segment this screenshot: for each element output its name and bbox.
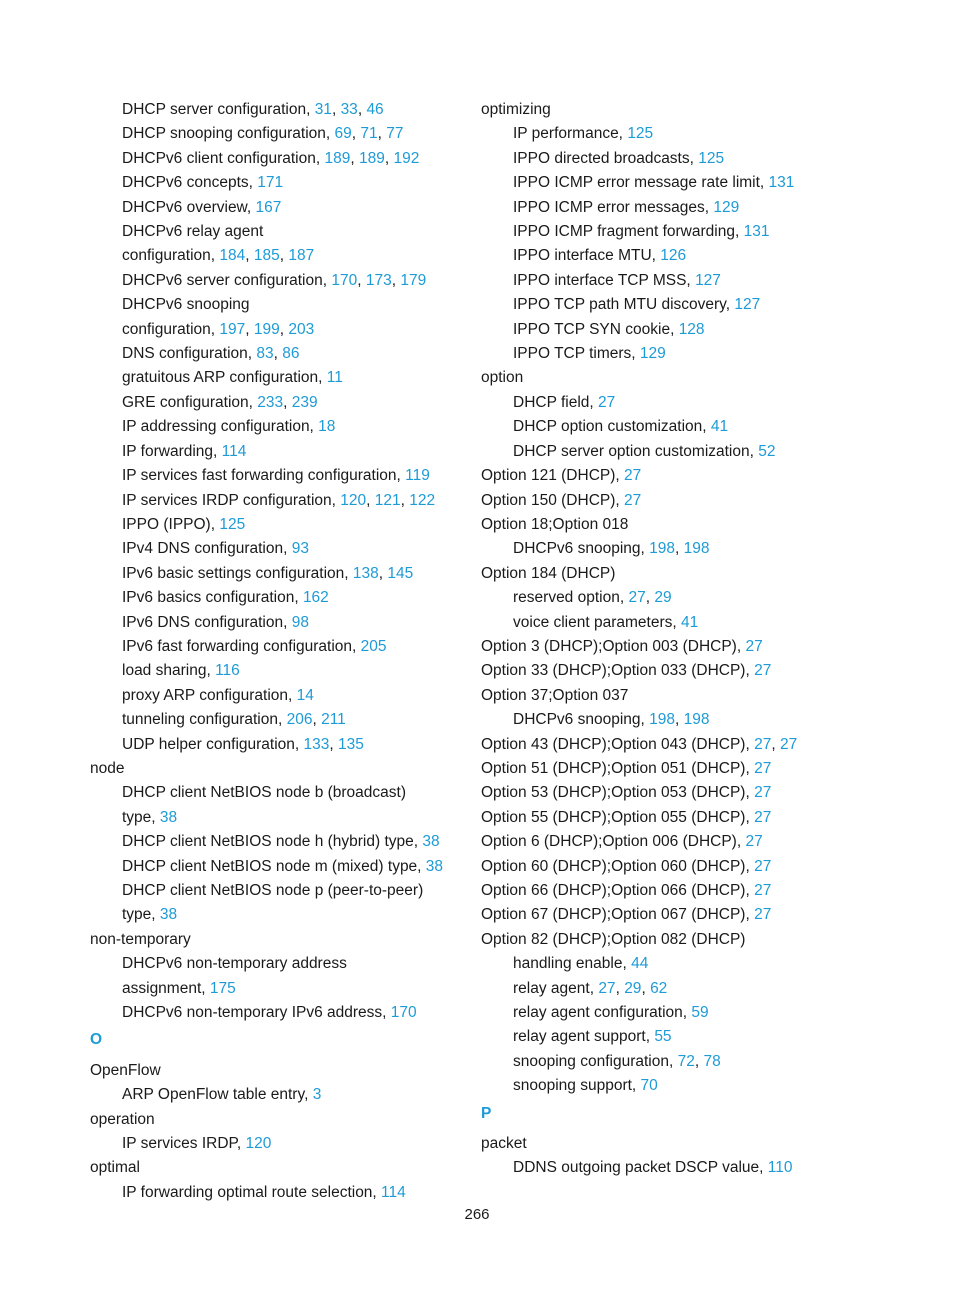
page-link[interactable]: 233 — [257, 393, 284, 411]
index-entry — [481, 781, 921, 805]
page-link[interactable]: 44 — [631, 955, 649, 973]
index-subentry — [481, 147, 921, 171]
entry-text: IPPO interface MTU, — [513, 247, 661, 265]
page-link[interactable]: 173 — [365, 271, 392, 289]
entry-text: tunneling configuration, — [122, 711, 287, 729]
entry-text: relay agent support, — [513, 1028, 655, 1046]
index-subentry — [481, 269, 921, 293]
page-link[interactable]: 78 — [703, 1052, 721, 1070]
page-link[interactable]: 198 — [649, 540, 675, 558]
entry-text: Option 184 (DHCP) — [481, 564, 616, 582]
index-subentry: GRE configuration, 233, 239 — [122, 393, 318, 411]
index-entry — [481, 684, 921, 708]
page-link[interactable]: 77 — [386, 125, 404, 143]
entry-text: IPPO ICMP fragment forwarding, — [513, 223, 744, 241]
page-link[interactable]: 189 — [358, 149, 385, 167]
page-link[interactable]: 199 — [253, 320, 280, 338]
entry-text: load sharing, — [122, 662, 216, 680]
page-link[interactable]: 129 — [639, 345, 666, 363]
page-link[interactable]: 33 — [340, 101, 358, 118]
index-entry — [481, 489, 921, 513]
page-link[interactable]: 211 — [321, 711, 346, 729]
entry-text: reserved option, — [513, 589, 629, 607]
page-link[interactable]: 11 — [326, 369, 343, 387]
page-link[interactable]: 27 — [745, 637, 763, 655]
entry-text: IP services IRDP configuration, — [122, 491, 341, 509]
page-link[interactable]: 70 — [640, 1077, 658, 1095]
entry-text: DHCP server configuration, — [122, 101, 315, 118]
entry-text: DHCPv6 snooping, — [513, 540, 650, 558]
index-subentry — [481, 122, 921, 146]
index-subentry: DHCPv6 client configuration, 189, 189, 192 — [122, 149, 420, 167]
page-link[interactable]: 27 — [754, 759, 772, 777]
index-subentry — [481, 171, 921, 195]
index-column-right — [481, 98, 921, 1181]
entry-text: Option 82 (DHCP);Option 082 (DHCP) — [481, 930, 746, 948]
page-link[interactable]: 29 — [624, 979, 642, 997]
page-link[interactable]: 55 — [654, 1028, 672, 1046]
entry-text: configuration, — [122, 320, 220, 338]
page-link[interactable]: 197 — [219, 320, 246, 338]
page-link[interactable]: 27 — [628, 589, 646, 607]
entry-text: OpenFlow — [90, 1061, 161, 1079]
page-link[interactable]: 135 — [338, 735, 364, 753]
entry-text: handling enable, — [513, 955, 632, 973]
page-link[interactable]: 162 — [302, 589, 329, 607]
index-subentry — [90, 440, 460, 464]
page-link[interactable]: 3 — [312, 1086, 322, 1104]
page-link[interactable]: 116 — [215, 662, 240, 680]
entry-text: relay agent, — [513, 979, 599, 997]
index-entry — [90, 1108, 460, 1132]
page-link[interactable]: 27 — [754, 735, 772, 753]
index-entry — [481, 513, 921, 537]
entry-text: DHCP server option customization, — [513, 442, 759, 460]
page-link[interactable]: 125 — [698, 149, 725, 167]
index-subentry — [90, 952, 460, 976]
entry-text: assignment, — [122, 979, 210, 997]
index-entry — [481, 757, 921, 781]
entry-text: IPPO directed broadcasts, — [513, 149, 699, 167]
index-subentry: DHCP server configuration, 31, 33, 46 — [122, 101, 384, 118]
index-subentry — [90, 684, 460, 708]
entry-text: option — [481, 369, 524, 387]
entry-text: Option 60 (DHCP);Option 060 (DHCP), — [481, 857, 755, 875]
entry-text: DHCP option customization, — [513, 418, 711, 436]
entry-text: DHCPv6 concepts, — [122, 174, 258, 192]
entry-text: DHCPv6 non-temporary address — [122, 955, 347, 973]
entry-text: IPPO TCP SYN cookie, — [513, 320, 679, 338]
index-subentry: tunneling configuration, 206, 211 — [122, 711, 346, 729]
index-entry — [481, 855, 921, 879]
index-subentry: configuration, 197, 199, 203 — [122, 320, 315, 338]
index-entry — [481, 464, 921, 488]
index-subentry: UDP helper configuration, 133, 135 — [122, 735, 364, 753]
index-subentry — [481, 952, 921, 976]
entry-text: DHCPv6 relay agent — [122, 223, 264, 241]
index-subentry — [90, 513, 460, 537]
page-link[interactable]: 52 — [758, 442, 776, 460]
index-subentry — [90, 1083, 460, 1107]
page-link[interactable]: 83 — [256, 345, 274, 363]
page-link[interactable]: 185 — [253, 247, 280, 265]
entry-text: IPv6 fast forwarding configuration, — [122, 637, 361, 655]
index-subentry — [90, 781, 460, 805]
page-link[interactable]: 18 — [318, 418, 336, 436]
index-subentry: DHCPv6 server configuration, 170, 173, 179 — [122, 271, 427, 289]
page-link[interactable]: 127 — [734, 296, 761, 314]
index-subentry — [481, 318, 921, 342]
index-subentry: IP services IRDP configuration, 120, 121, 122 — [122, 491, 436, 509]
page-link[interactable]: 131 — [768, 174, 795, 192]
index-subentry: reserved option, 27, 29 — [513, 589, 672, 607]
page-link[interactable]: 170 — [331, 271, 358, 289]
entry-text: UDP helper configuration, — [122, 735, 304, 753]
page-link[interactable]: 203 — [288, 320, 315, 338]
entry-text: snooping configuration, — [513, 1052, 678, 1070]
entry-text: type, — [122, 808, 160, 826]
index-entry — [90, 1059, 460, 1083]
index-subentry: DHCP snooping configuration, 69, 71, 77 — [122, 125, 404, 143]
entry-text: IP forwarding, — [122, 442, 222, 460]
entry-text: Option 150 (DHCP), — [481, 491, 624, 509]
index-subentry — [481, 293, 921, 317]
index-entry — [481, 928, 921, 952]
page-link[interactable]: 120 — [340, 491, 367, 509]
index-subentry — [90, 611, 460, 635]
index-subentry: relay agent, 27, 29, 62 — [513, 979, 668, 997]
entry-text: IPPO ICMP error message rate limit, — [513, 174, 769, 192]
entry-text: optimizing — [481, 101, 551, 118]
page-link[interactable]: 38 — [159, 906, 178, 924]
page-link[interactable]: 69 — [334, 125, 352, 143]
section-letter: O — [90, 1031, 103, 1049]
index-entry — [481, 635, 921, 659]
entry-text: Option 18;Option 018 — [481, 515, 629, 533]
entry-text: Option 55 (DHCP);Option 055 (DHCP), — [481, 808, 755, 826]
page-link[interactable]: 184 — [219, 247, 246, 265]
page-link[interactable]: 110 — [767, 1159, 793, 1177]
page-link[interactable]: 127 — [695, 271, 721, 289]
index-subentry — [90, 366, 460, 390]
entry-text: DHCPv6 server configuration, — [122, 271, 332, 289]
entry-text: IPv4 DNS configuration, — [122, 540, 292, 558]
page-link[interactable]: 27 — [779, 735, 798, 753]
page-number: 266 — [464, 1206, 490, 1223]
page-link[interactable]: 86 — [282, 345, 300, 363]
entry-text: IPv6 basics configuration, — [122, 589, 303, 607]
page-link[interactable]: 14 — [296, 686, 314, 704]
page-link[interactable]: 125 — [627, 125, 654, 143]
index-subentry — [481, 1001, 921, 1025]
index-subentry — [90, 635, 460, 659]
page-link[interactable]: 122 — [409, 491, 436, 509]
entry-text: Option 3 (DHCP);Option 003 (DHCP), — [481, 637, 746, 655]
index-subentry: DNS configuration, 83, 86 — [122, 345, 300, 363]
entry-text: IPPO (IPPO), — [122, 515, 220, 533]
entry-text: DHCP snooping configuration, — [122, 125, 335, 143]
page-link[interactable]: 27 — [745, 833, 763, 851]
page-link[interactable]: 171 — [257, 174, 284, 192]
index-subentry: configuration, 184, 185, 187 — [122, 247, 315, 265]
index-subentry — [90, 659, 460, 683]
index-entry: Option 43 (DHCP);Option 043 (DHCP), 27, 27 — [481, 735, 798, 753]
page-link[interactable]: 170 — [390, 1004, 417, 1022]
index-subentry — [90, 464, 460, 488]
index-subentry — [90, 1001, 460, 1025]
page-link[interactable]: 120 — [245, 1135, 272, 1153]
page-link[interactable]: 38 — [425, 857, 444, 875]
page-link[interactable]: 27 — [598, 979, 616, 997]
page-link[interactable]: 167 — [255, 198, 282, 216]
entry-text: GRE configuration, — [122, 393, 258, 411]
index-subentry — [481, 1156, 921, 1180]
page-link[interactable]: 93 — [291, 540, 309, 558]
entry-text: Option 67 (DHCP);Option 067 (DHCP), — [481, 906, 755, 924]
index-subentry — [90, 1132, 460, 1156]
page-link[interactable]: 46 — [366, 101, 384, 118]
entry-text: DDNS outgoing packet DSCP value, — [513, 1159, 768, 1177]
entry-text: packet — [481, 1135, 527, 1153]
entry-text: Option 43 (DHCP);Option 043 (DHCP), — [481, 735, 755, 753]
page-link[interactable]: 98 — [291, 613, 309, 631]
page-link[interactable]: 38 — [159, 808, 178, 826]
index-subentry — [481, 244, 921, 268]
index-subentry — [90, 903, 460, 927]
index-subentry — [90, 806, 460, 830]
page-link[interactable]: 145 — [387, 564, 414, 582]
index-subentry — [90, 977, 460, 1001]
index-subentry — [90, 830, 460, 854]
page-link[interactable]: 71 — [360, 125, 378, 143]
entry-text: DHCPv6 snooping, — [513, 711, 650, 729]
page-link[interactable]: 27 — [598, 393, 616, 411]
index-entry — [481, 903, 921, 927]
page-link[interactable]: 27 — [754, 882, 772, 899]
entry-text: node — [90, 759, 125, 777]
entry-text: operation — [90, 1110, 155, 1128]
index-column-left — [90, 98, 460, 1205]
page-link[interactable]: 31 — [314, 101, 332, 118]
index-subentry: snooping configuration, 72, 78 — [513, 1052, 721, 1070]
index-subentry — [481, 342, 921, 366]
index-subentry — [90, 879, 460, 903]
page-link[interactable]: 239 — [291, 393, 318, 411]
index-entry — [481, 830, 921, 854]
page-link[interactable]: 27 — [754, 662, 772, 680]
index-entry — [481, 879, 921, 903]
entry-text: ARP OpenFlow table entry, — [122, 1086, 313, 1104]
entry-text: IP forwarding optimal route selection, — [122, 1183, 382, 1201]
entry-text: DNS configuration, — [122, 345, 257, 363]
index-subentry — [90, 196, 460, 220]
entry-text: IPPO ICMP error messages, — [513, 198, 714, 216]
page-link[interactable]: 126 — [660, 247, 687, 265]
page-link[interactable]: 62 — [650, 979, 668, 997]
page-link[interactable]: 72 — [677, 1052, 695, 1070]
page-link[interactable]: 179 — [400, 271, 427, 289]
index-subentry: DHCPv6 snooping, 198, 198 — [513, 540, 710, 558]
page-link[interactable]: 192 — [393, 149, 420, 167]
page-link[interactable]: 189 — [324, 149, 351, 167]
index-subentry: DHCPv6 snooping, 198, 198 — [513, 711, 710, 729]
page-link[interactable]: 125 — [219, 515, 246, 533]
entry-text: Option 53 (DHCP);Option 053 (DHCP), — [481, 784, 755, 802]
entry-text: configuration, — [122, 247, 220, 265]
entry-text: IPPO TCP timers, — [513, 345, 640, 363]
index-entry — [481, 366, 921, 390]
index-subentry — [481, 415, 921, 439]
page-link[interactable]: 41 — [681, 613, 699, 631]
index-subentry: IPv6 basic settings configuration, 138, 145 — [122, 564, 414, 582]
page-link[interactable]: 27 — [754, 906, 772, 924]
entry-text: relay agent configuration, — [513, 1004, 692, 1022]
entry-text: non-temporary — [90, 930, 191, 948]
entry-text: type, — [122, 906, 160, 924]
entry-text: Option 6 (DHCP);Option 006 (DHCP), — [481, 833, 746, 851]
entry-text: IP services IRDP, — [122, 1135, 246, 1153]
index-subentry — [481, 196, 921, 220]
entry-text: DHCPv6 overview, — [122, 198, 256, 216]
entry-text: IP services fast forwarding configuration, — [122, 467, 406, 485]
page-link[interactable]: 129 — [713, 198, 740, 216]
index-subentry — [90, 415, 460, 439]
page-link[interactable]: 41 — [710, 418, 729, 436]
entry-text: DHCP field, — [513, 393, 598, 411]
page-link[interactable]: 59 — [691, 1004, 709, 1022]
page-link[interactable]: 133 — [303, 735, 330, 753]
entry-text: DHCP client NetBIOS node b (broadcast) — [122, 784, 407, 802]
index-subentry — [481, 391, 921, 415]
index-entry — [481, 562, 921, 586]
entry-text: Option 66 (DHCP);Option 066 (DHCP), — [481, 882, 755, 899]
entry-text: snooping support, — [513, 1077, 641, 1095]
page-link[interactable]: 128 — [678, 320, 705, 338]
entry-text: Option 121 (DHCP), — [481, 467, 624, 485]
page-link[interactable]: 198 — [683, 711, 710, 729]
index-subentry — [90, 171, 460, 195]
entry-text: DHCP client NetBIOS node h (hybrid) type, — [122, 833, 423, 851]
page-link[interactable]: 114 — [221, 442, 247, 460]
page-link[interactable]: 119 — [405, 467, 430, 485]
entry-text: gratuitous ARP configuration, — [122, 369, 327, 387]
page-link[interactable]: 198 — [683, 540, 710, 558]
index-subentry — [90, 293, 460, 317]
index-subentry — [90, 586, 460, 610]
page-link[interactable]: 27 — [624, 491, 642, 509]
index-subentry — [90, 537, 460, 561]
index-entry — [481, 659, 921, 683]
entry-text: Option 51 (DHCP);Option 051 (DHCP), — [481, 759, 755, 777]
page-link[interactable]: 38 — [422, 833, 440, 851]
page-link[interactable]: 138 — [352, 564, 379, 582]
page-link[interactable]: 198 — [649, 711, 675, 729]
entry-text: IP performance, — [513, 125, 628, 143]
entry-text: DHCP client NetBIOS node p (peer-to-peer) — [122, 882, 424, 899]
page-link[interactable]: 114 — [381, 1183, 406, 1201]
index-entry — [481, 98, 921, 122]
section-letter: P — [481, 1104, 492, 1122]
index-subentry — [481, 1025, 921, 1049]
index-entry — [90, 757, 460, 781]
entry-text: IPv6 basic settings configuration, — [122, 564, 353, 582]
entry-text: DHCPv6 non-temporary IPv6 address, — [122, 1004, 391, 1022]
index-subentry — [481, 1074, 921, 1098]
page-link[interactable]: 206 — [286, 711, 313, 729]
page-link[interactable]: 187 — [288, 247, 315, 265]
index-subentry — [90, 1181, 460, 1205]
index-subentry — [481, 611, 921, 635]
index-entry — [90, 1156, 460, 1180]
page-link[interactable]: 131 — [743, 223, 770, 241]
entry-text: optimal — [90, 1159, 140, 1177]
entry-text: Option 37;Option 037 — [481, 686, 629, 704]
index-subentry — [481, 220, 921, 244]
page-link[interactable]: 205 — [360, 637, 387, 655]
entry-text: DHCPv6 client configuration, — [122, 149, 325, 167]
entry-text: Option 33 (DHCP);Option 033 (DHCP), — [481, 662, 755, 680]
index-entry — [90, 928, 460, 952]
index-subentry — [90, 855, 460, 879]
entry-text: voice client parameters, — [513, 613, 681, 631]
page-link[interactable]: 27 — [754, 857, 772, 875]
entry-text: proxy ARP configuration, — [122, 686, 297, 704]
entry-text: IPPO interface TCP MSS, — [513, 271, 696, 289]
page-link[interactable]: 27 — [754, 784, 772, 802]
page-link[interactable]: 29 — [654, 589, 672, 607]
index-entry — [481, 806, 921, 830]
entry-text: DHCP client NetBIOS node m (mixed) type, — [122, 857, 426, 875]
entry-text: IP addressing configuration, — [122, 418, 319, 436]
index-subentry — [90, 220, 460, 244]
page-link[interactable]: 27 — [624, 467, 642, 485]
page-link[interactable]: 175 — [209, 979, 236, 997]
entry-text: IPPO TCP path MTU discovery, — [513, 296, 735, 314]
page-link[interactable]: 121 — [374, 491, 401, 509]
index-subentry — [481, 440, 921, 464]
entry-text: DHCPv6 snooping — [122, 296, 250, 314]
page-link[interactable]: 27 — [754, 808, 772, 826]
entry-text: IPv6 DNS configuration, — [122, 613, 292, 631]
index-entry — [481, 1132, 921, 1156]
